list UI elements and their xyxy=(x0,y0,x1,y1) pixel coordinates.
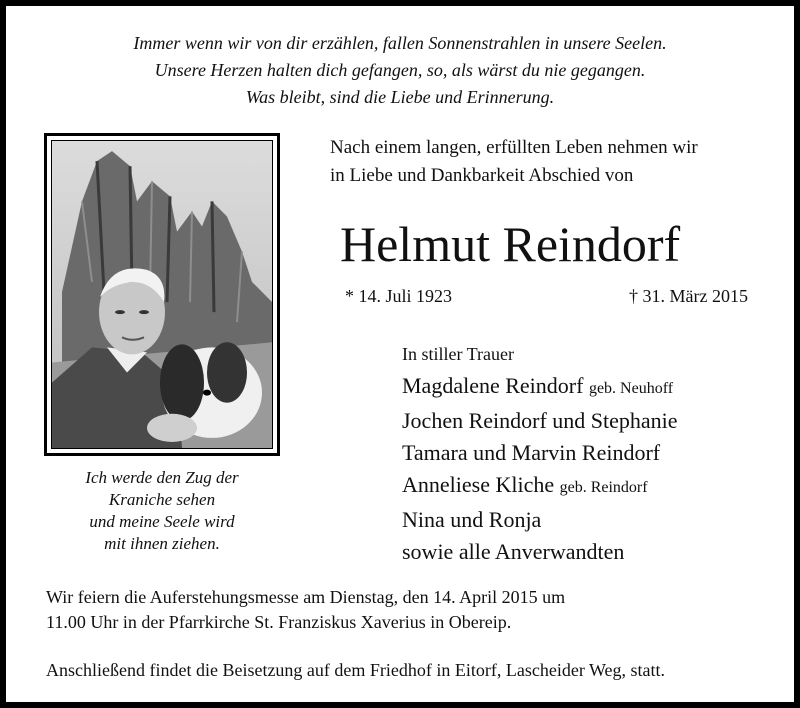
mourner-name: Tamara und Marvin Reindorf xyxy=(402,440,661,465)
birth-date: * 14. Juli 1923 xyxy=(345,286,453,306)
mourner-row xyxy=(402,370,678,405)
intro-text xyxy=(330,134,698,190)
mourner-row xyxy=(402,504,678,536)
death-date: † 31. März 2015 xyxy=(629,286,748,306)
mourning-heading: In stiller Trauer xyxy=(402,344,514,364)
mourner-name: Nina und Ronja xyxy=(402,507,542,532)
mourner-row xyxy=(402,405,678,437)
quote-line: mit ihnen ziehen. xyxy=(104,534,220,553)
mourner-name: Anneliese Kliche xyxy=(402,472,555,497)
service-line: Wir feiern die Auferstehungsmesse am Dienstag, den 14. April 2015 um xyxy=(46,587,566,607)
service-line: 11.00 Uhr in der Pfarrkirche St. Franziskus Xaverius in Obereip. xyxy=(46,612,512,632)
portrait-photo xyxy=(44,133,280,456)
mourner-name: sowie alle Anverwandten xyxy=(402,539,625,564)
poem-line: Unsere Herzen halten dich gefangen, so, als wärst du nie gegangen. xyxy=(154,60,646,80)
mourners-list xyxy=(402,370,678,568)
mourner-note: geb. Reindorf xyxy=(559,479,648,496)
mourner-row xyxy=(402,536,678,568)
mourner-row xyxy=(402,437,678,469)
quote-line: und meine Seele wird xyxy=(89,512,235,531)
mourner-name: Jochen Reindorf und Stephanie xyxy=(402,408,678,433)
intro-line: Nach einem langen, erfüllten Leben nehmen wir xyxy=(330,137,698,158)
mourner-row xyxy=(402,469,678,504)
quote-line: Ich werde den Zug der xyxy=(85,468,239,487)
poem xyxy=(0,30,800,111)
photo-quote xyxy=(44,467,280,555)
intro-line: in Liebe und Dankbarkeit Abschied von xyxy=(330,165,634,186)
burial-info: Anschließend findet die Beisetzung auf dem Friedhof in Eitorf, Lascheider Weg, statt. xyxy=(46,660,666,680)
poem-line: Immer wenn wir von dir erzählen, fallen Sonnenstrahlen in unsere Seelen. xyxy=(133,33,667,53)
portrait-image xyxy=(52,141,272,448)
poem-line: Was bleibt, sind die Liebe und Erinnerung. xyxy=(245,87,555,107)
service-info xyxy=(46,585,565,635)
deceased-name: Helmut Reindorf xyxy=(340,216,681,272)
mourner-name: Magdalene Reindorf xyxy=(402,373,584,398)
mourner-note: geb. Neuhoff xyxy=(588,380,674,397)
quote-line: Kraniche sehen xyxy=(108,490,216,509)
